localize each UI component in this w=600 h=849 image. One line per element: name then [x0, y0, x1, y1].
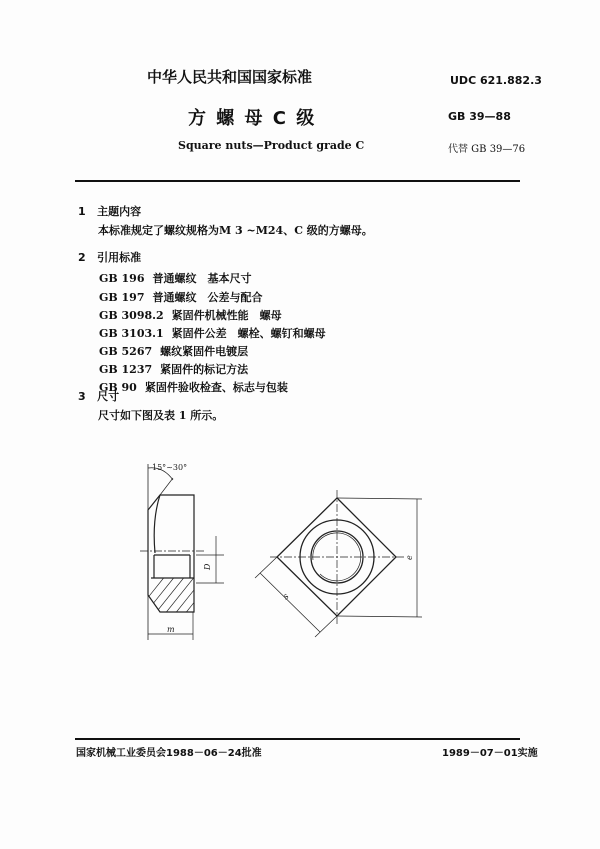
reference-item: GB 197 普通螺纹 公差与配合 — [99, 291, 263, 304]
section-3-body: 尺寸如下图及表 1 所示。 — [98, 409, 224, 422]
front-view — [255, 490, 422, 637]
side-view — [130, 464, 224, 640]
reference-item: GB 3098.2 紧固件机械性能 螺母 — [99, 309, 282, 322]
section-1-body: 本标准规定了螺纹规格为M 3 ~M24、C 级的方螺母。 — [98, 224, 373, 237]
m-dimension-label: m — [167, 625, 175, 634]
effective-date: 1989－07－01实施 — [442, 748, 538, 759]
section-3-heading: 3 尺寸 — [78, 390, 120, 403]
reference-item: GB 90 紧固件验收检查、标志与包装 — [99, 381, 288, 394]
d-dimension-label: D — [203, 563, 212, 570]
replaces-note: 代替 GB 39—76 — [448, 144, 526, 155]
national-standard-heading: 中华人民共和国国家标准 — [147, 68, 313, 86]
footer-rule — [75, 738, 520, 740]
s-dimension-label: s — [281, 591, 292, 603]
english-title: Square nuts—Product grade C — [178, 139, 365, 152]
reference-item: GB 196 普通螺纹 基本尺寸 — [99, 272, 252, 285]
reference-item: GB 3103.1 紧固件公差 螺栓、螺钉和螺母 — [99, 327, 326, 340]
reference-item: GB 5267 螺纹紧固件电镀层 — [99, 345, 249, 358]
udc-code: UDC 621.882.3 — [450, 74, 542, 87]
section-2-heading: 2 引用标准 — [78, 251, 142, 264]
document-title: 方 螺 母 C 级 — [188, 108, 317, 129]
e-dimension-label: e — [405, 555, 414, 560]
angle-label: 15°~30° — [152, 463, 188, 472]
approval-date: 国家机械工业委员会1988－06－24批准 — [76, 748, 262, 759]
section-1-heading: 1 主题内容 — [78, 205, 142, 218]
reference-item: GB 1237 紧固件的标记方法 — [99, 363, 249, 376]
standard-number: GB 39—88 — [448, 110, 511, 123]
